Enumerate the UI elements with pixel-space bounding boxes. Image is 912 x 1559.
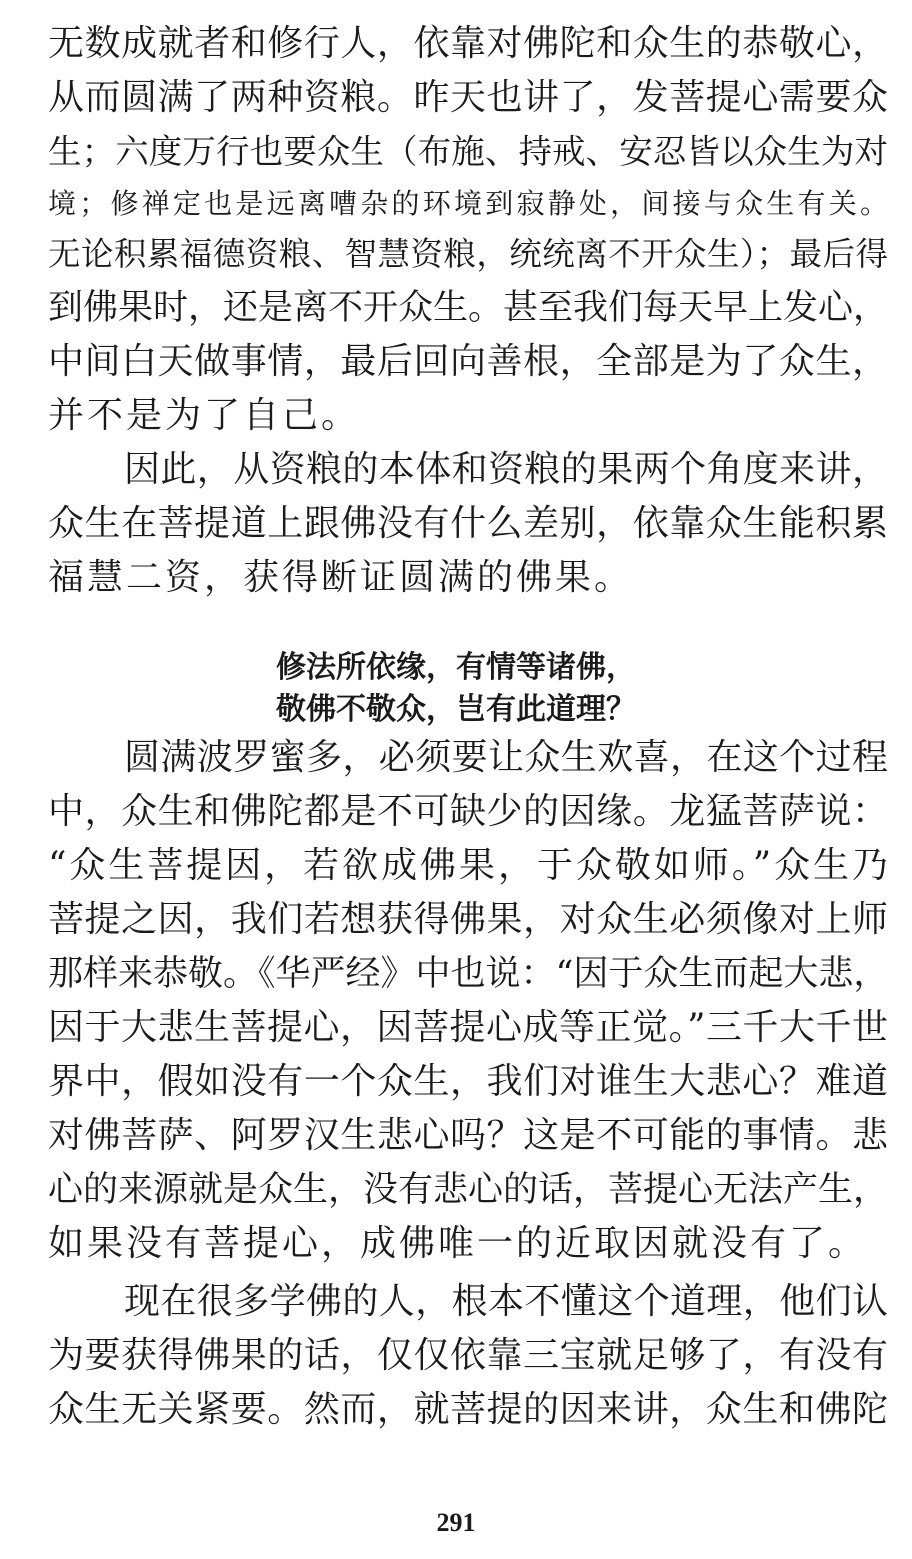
text-line: 圆满波罗蜜多，必须要让众生欢喜，在这个过程 xyxy=(124,737,888,778)
text-line: 众生在菩提道上跟佛没有什么差别，依靠众生能积累 xyxy=(48,503,888,544)
text-line: “众生菩提因，若欲成佛果，于众敬如师。”众生乃 xyxy=(48,845,888,886)
text-line: 生；六度万行也要众生（布施、持戒、安忍皆以众生为对 xyxy=(48,132,888,171)
text-line: 并不是为了自己。 xyxy=(48,395,361,436)
text-line: 到佛果时，还是离不开众生。甚至我们每天早上发心， xyxy=(48,288,889,328)
text-line: 中，众生和佛陀都是不可缺少的因缘。龙猛菩萨说： xyxy=(48,791,888,832)
text-line: 为要获得佛果的话，仅仅依靠三宝就足够了，有没有 xyxy=(48,1335,888,1376)
text-line: 因于大悲生菩提心，因菩提心成等正觉。”三千大千世 xyxy=(48,1007,888,1048)
text-line: 界中，假如没有一个众生，我们对谁生大悲心？难道 xyxy=(48,1061,888,1102)
text-line: 如果没有菩提心，成佛唯一的近取因就没有了。 xyxy=(48,1223,868,1264)
text-line: 无数成就者和修行人，依靠对佛陀和众生的恭敬心， xyxy=(48,23,888,64)
text-line: 心的来源就是众生，没有悲心的话，菩提心无法产生， xyxy=(48,1170,889,1210)
text-line: 从而圆满了两种资粮。昨天也讲了，发菩提心需要众 xyxy=(48,77,888,118)
text-line: 那样来恭敬。《华严经》中也说：“因于众生而起大悲， xyxy=(48,954,889,994)
text-line: 福慧二资，获得断证圆满的佛果。 xyxy=(48,557,634,598)
text-line: 无论积累福德资粮、智慧资粮，统统离不开众生）；最后得 xyxy=(48,235,888,273)
heading-line-2: 敬佛不敬众，岂有此道理？ xyxy=(276,692,636,727)
heading-line-1: 修法所依缘，有情等诸佛， xyxy=(276,650,636,685)
text-line: 现在很多学佛的人，根本不懂这个道理，他们认 xyxy=(124,1281,888,1322)
text-line: 众生无关紧要。然而，就菩提的因来讲，众生和佛陀 xyxy=(48,1389,888,1430)
text-line: 对佛菩萨、阿罗汉生悲心吗？这是不可能的事情。悲 xyxy=(48,1115,888,1156)
text-line: 因此，从资粮的本体和资粮的果两个角度来讲， xyxy=(124,449,888,490)
text-line: 境；修禅定也是远离嘈杂的环境到寂静处，间接与众生有关。 xyxy=(48,187,888,220)
text-line: 菩提之因，我们若想获得佛果，对众生必须像对上师 xyxy=(48,899,888,940)
page-number: 291 xyxy=(436,1508,476,1537)
text-line: 中间白天做事情，最后回向善根，全部是为了众生， xyxy=(48,341,888,382)
